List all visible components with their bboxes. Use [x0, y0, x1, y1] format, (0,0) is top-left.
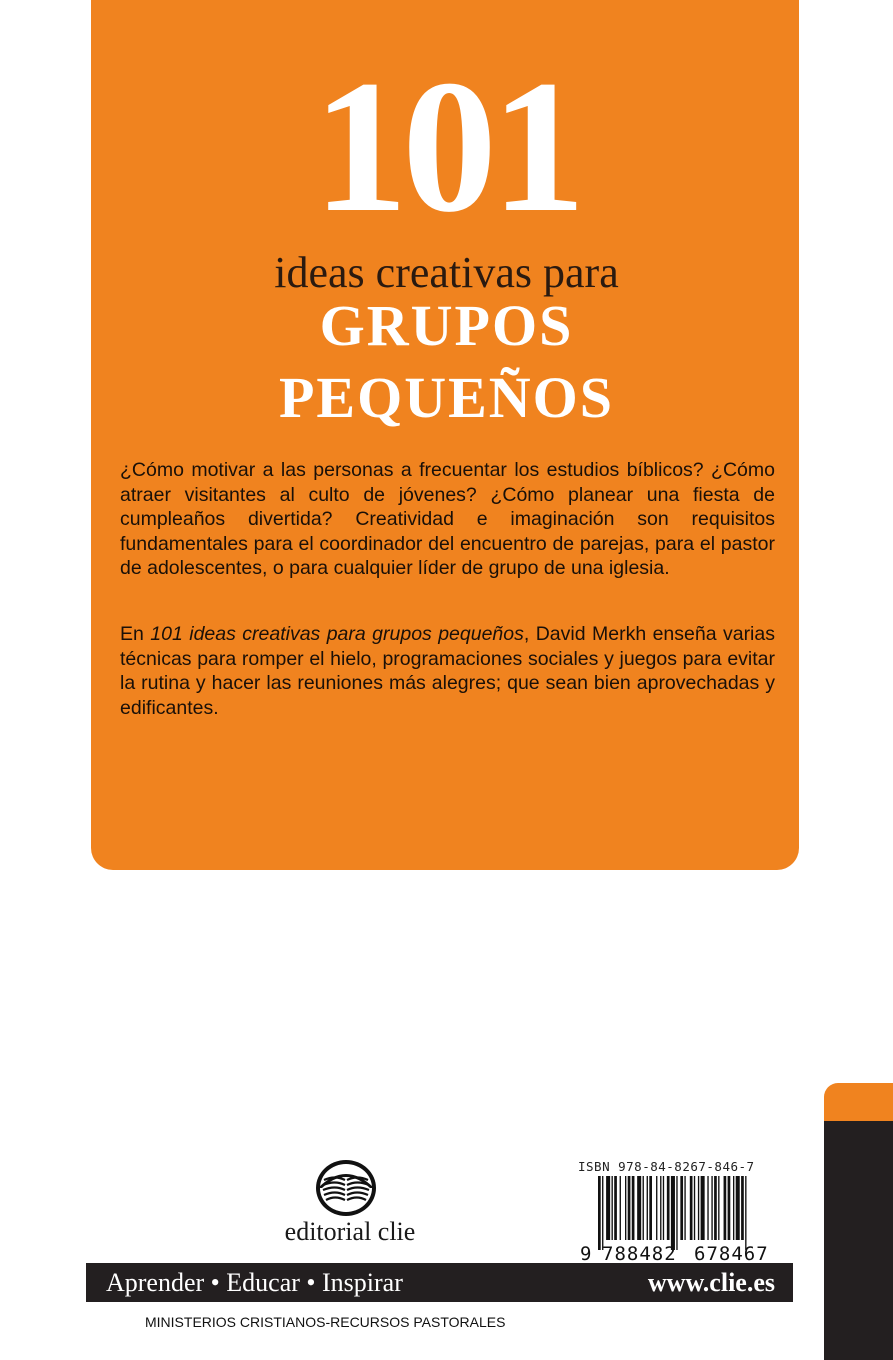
barcode-bar [602, 1176, 603, 1250]
publisher-name: editorial clie [284, 1217, 416, 1246]
barcode-bar [612, 1176, 613, 1240]
blurb-p2-rest: , David Merkh enseña varias técnicas para romper el hielo, programaciones sociales y juegos para evitar la rutina y hacer las reuniones más alegres; que sean bien aprovechadas y edificantes. [120, 623, 775, 719]
spine-tab-orange [824, 1083, 893, 1121]
barcode-bar [643, 1176, 644, 1240]
spine-tab-dark [824, 1121, 893, 1360]
series-label: MINISTERIOS CRISTIANOS-RECURSOS PASTORALES [145, 1314, 506, 1330]
barcode-bar [707, 1176, 708, 1240]
barcode-bar [718, 1176, 719, 1240]
barcode-bar [690, 1176, 693, 1240]
barcode-bar [711, 1176, 712, 1240]
barcode-bar [606, 1176, 610, 1240]
barcode-bar [684, 1176, 685, 1240]
barcode-bar [733, 1176, 734, 1240]
barcode-bar [628, 1176, 631, 1240]
barcode-bar [745, 1176, 746, 1250]
barcode-bar [637, 1176, 641, 1240]
barcode-digit-first: 9 [580, 1243, 592, 1262]
barcode-bar [632, 1176, 635, 1240]
barcode-bar [620, 1176, 621, 1240]
isbn-label: ISBN 978-84-8267-846-7 [578, 1159, 755, 1174]
blurb-paragraph-2 [120, 622, 775, 720]
barcode-digits-right: 678467 [694, 1243, 769, 1262]
barcode-bar [714, 1176, 717, 1240]
barcode-bar [724, 1176, 727, 1240]
barcode-bar [728, 1176, 731, 1240]
barcode-digits-left: 788482 [602, 1243, 677, 1262]
publisher-url: www.clie.es [647, 1268, 775, 1297]
barcode-bar [680, 1176, 683, 1240]
cover-number: 101 [313, 42, 580, 252]
barcode-bars [598, 1176, 747, 1250]
barcode-bar [614, 1176, 617, 1240]
cover-subtitle: ideas creativas para [274, 248, 619, 297]
barcode-bar [694, 1176, 695, 1240]
barcode-bar [701, 1176, 705, 1240]
blurb-p2-prefix: En [120, 623, 151, 645]
barcode-bar [736, 1176, 740, 1240]
barcode-bar [649, 1176, 652, 1240]
barcode-bar [698, 1176, 699, 1240]
barcode-bar [660, 1176, 661, 1240]
barcode-bar [741, 1176, 744, 1240]
barcode-bar [625, 1176, 626, 1240]
cover-title-line1: GRUPOS [319, 293, 574, 358]
barcode [578, 1176, 790, 1262]
barcode-bar [667, 1176, 670, 1240]
barcode-bar [676, 1176, 677, 1250]
barcode-bar [647, 1176, 648, 1240]
publisher-motto: Aprender • Educar • Inspirar [106, 1268, 403, 1297]
blurb-p2-book-title: 101 ideas creativas para grupos pequeños [150, 623, 524, 645]
barcode-bar [598, 1176, 601, 1250]
open-book-globe-icon [310, 1158, 382, 1218]
barcode-bar [656, 1176, 657, 1240]
barcode-bar [671, 1176, 675, 1250]
barcode-bar [663, 1176, 664, 1240]
publisher-logo [270, 1158, 430, 1248]
cover-title-line2: PEQUEÑOS [278, 365, 615, 430]
blurb-paragraph-1: ¿Cómo motivar a las personas a frecuentar los estudios bíblicos? ¿Cómo atraer visitantes al culto de jóvenes? ¿Cómo planear una fiesta de cumpleaños divertida? Creatividad e imaginación son requisitos fundamentales para el coordinador del encuentro de parejas, para el pastor de adolescentes, o para cualquier líder de grupo de una iglesia. [120, 459, 775, 579]
